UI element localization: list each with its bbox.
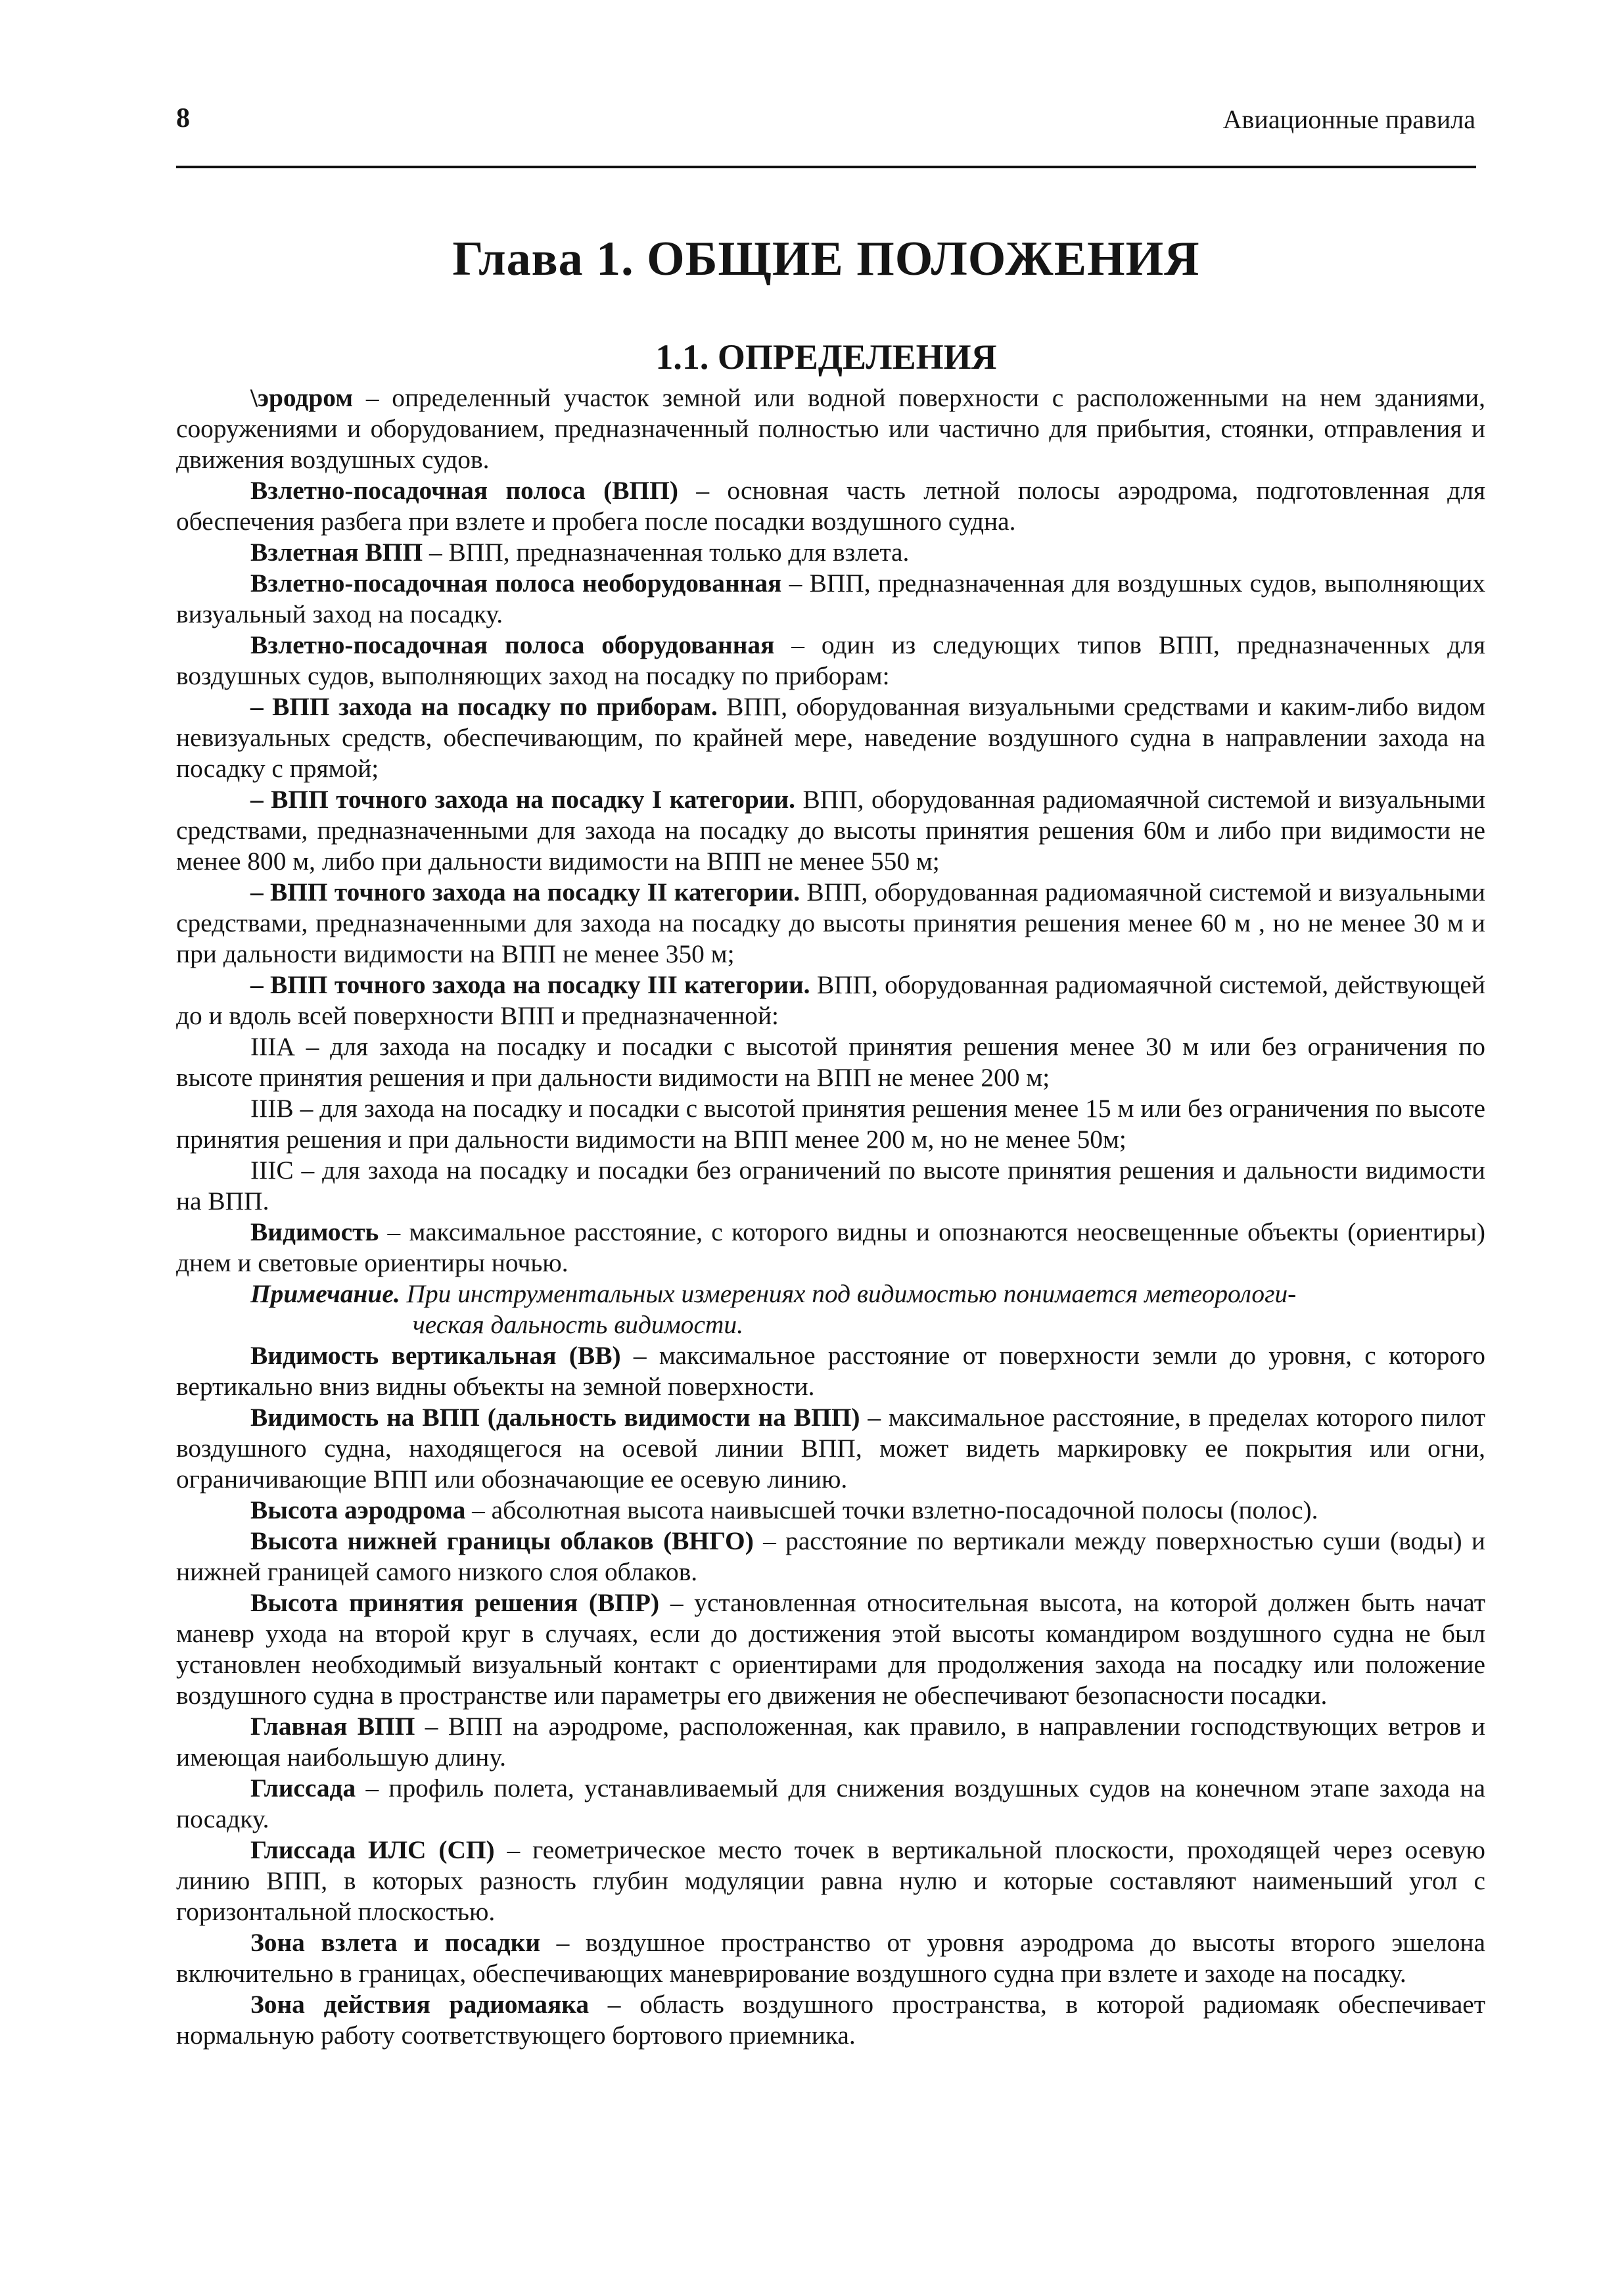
definition-term: Высота нижней границы облаков (ВНГО) (250, 1526, 754, 1555)
page-number: 8 (176, 103, 190, 133)
definition-paragraph (176, 1031, 1485, 1093)
header-rule (176, 166, 1476, 168)
definition-term: Видимость (250, 1217, 379, 1246)
definition-paragraph (176, 1155, 1485, 1217)
note-paragraph (176, 1279, 1485, 1340)
definition-text: – воздушное пространство от уровня аэродрома до высоты второго эшелона включительно в границах, обеспечивающих маневрирование воздушного судна при взлете и заходе на посадку. (176, 1928, 1485, 1988)
definition-text: – максимальное расстояние, в пределах которого пилот воздушного судна, находящегося на осевой линии ВПП, может видеть маркировку ее покрытия или огни, ограничивающие ВПП или обозначающие ее осевую линию. (176, 1403, 1486, 1494)
definition-term: Взлетно-посадочная полоса (ВПП) (250, 476, 678, 505)
running-title: Авиационные правила (1222, 105, 1475, 134)
definition-text: ВПП, оборудованная радиомаячной системой и визуальными средствами, предназначенными для захода на посадку до высоты принятия решения менее 60 м , но не менее 30 м и при дальности видимости на ВПП не менее 350 м; (176, 878, 1485, 968)
definition-text: – профиль полета, устанавливаемый для снижения воздушных судов на конечном этапе захода на посадку. (176, 1774, 1485, 1833)
definition-text: – максимальное расстояние, с которого видны и опознаются неосвещенные объекты (ориентиры) днем и световые ориентиры ночью. (176, 1217, 1485, 1277)
definition-term: Взлетно-посадочная полоса оборудованная (250, 630, 775, 659)
definition-text: ВПП, оборудованная визуальными средствами и каким-либо видом невизуальных средств, обеспечивающим, по крайней мере, наведение воздушного судна в направлении захода на посадку с прямой; (176, 692, 1485, 783)
definition-text: – ВПП, предназначенная только для взлета. (423, 538, 910, 567)
definition-paragraph (176, 1402, 1485, 1495)
definition-term: Зона действия радиомаяка (250, 1990, 590, 2019)
definition-term: – ВПП захода на посадку по приборам. (250, 692, 718, 721)
definition-term: Видимость на ВПП (дальность видимости на ВПП) (250, 1403, 860, 1432)
definition-paragraph (176, 1217, 1485, 1279)
definition-text: – один из следующих типов ВПП, предназначенных для воздушных судов, выполняющих заход на посадку по приборам: (176, 630, 1486, 690)
definition-text: – определенный участок земной или водной поверхности с расположенными на нем зданиями, сооружениями и оборудованием, предназначенный полностью или частично для прибытия, стоянки, отправления и движения воздушных судов. (176, 383, 1485, 474)
definition-text: – максимальное расстояние от поверхности земли до уровня, с которого вертикально вниз видны объекты на земной поверхности. (176, 1341, 1486, 1401)
definition-paragraph (176, 1495, 1485, 1526)
definition-paragraph (176, 1526, 1485, 1588)
definition-term: – ВПП точного захода на посадку I категории. (250, 785, 796, 814)
definition-paragraph (176, 1340, 1485, 1402)
definition-term: Взлетная ВПП (250, 538, 423, 567)
definition-paragraph (176, 1711, 1485, 1773)
definition-paragraph (176, 970, 1485, 1031)
definition-text: – абсолютная высота наивысшей точки взлетно-посадочной полосы (полос). (465, 1495, 1318, 1524)
note-text: При инструментальных измерениях под видимостью понимается метеорологи- (400, 1279, 1297, 1308)
definition-text: IIIС – для захода на посадку и посадки без ограничений по высоте принятия решения и дальности видимости на ВПП. (176, 1156, 1485, 1215)
chapter-title: Глава 1. ОБЩИЕ ПОЛОЖЕНИЯ (452, 232, 1200, 286)
definition-paragraph (176, 1093, 1485, 1155)
definition-paragraph (176, 630, 1485, 692)
definition-term: \эродром (250, 383, 354, 412)
definition-paragraph (176, 568, 1485, 630)
definition-text: IIIВ – для захода на посадку и посадки с высотой принятия решения менее 15 м или без ограничения по высоте принятия решения и при дальности видимости на ВПП менее 200 м, но не менее 50м; (176, 1094, 1485, 1154)
definition-paragraph (176, 692, 1485, 784)
definition-paragraph (176, 1927, 1485, 1989)
definition-paragraph (176, 1835, 1485, 1927)
note-label: Примечание. (250, 1279, 400, 1308)
definition-text: – геометрическое место точек в вертикальной плоскости, проходящей через осевую линию ВПП, в которых разность глубин модуляции равна нулю и которые составляют наименьший угол с горизонтальной плоскостью. (176, 1835, 1485, 1926)
definition-paragraph (176, 383, 1485, 475)
definition-paragraph (176, 1989, 1485, 2051)
definition-term: Высота аэродрома (250, 1495, 466, 1524)
definition-paragraph (176, 877, 1485, 970)
definition-paragraph (176, 784, 1485, 877)
definition-text: ВПП, оборудованная радиомаячной системой и визуальными средствами, предназначенными для захода на посадку до высоты принятия решения 60м и либо при видимости не менее 800 м, либо при дальности видимости на ВПП не менее 550 м; (176, 785, 1485, 876)
section-title: 1.1. ОПРЕДЕЛЕНИЯ (655, 337, 997, 377)
definition-paragraph (176, 1588, 1485, 1711)
definition-term: Зона взлета и посадки (250, 1928, 541, 1957)
definition-term: – ВПП точного захода на посадку III категории. (250, 970, 810, 999)
definition-text: – область воздушного пространства, в которой радиомаяк обеспечивает нормальную работу соответствующего бортового приемника. (176, 1990, 1485, 2050)
definition-paragraph (176, 475, 1485, 537)
definition-term: Главная ВПП (250, 1712, 415, 1741)
definition-term: Высота принятия решения (ВПР) (250, 1588, 660, 1617)
definition-text: – ВПП на аэродроме, расположенная, как правило, в направлении господствующих ветров и имеющая наибольшую длину. (176, 1712, 1485, 1772)
definition-text: – расстояние по вертикали между поверхностью суши (воды) и нижней границей самого низкого слоя облаков. (176, 1526, 1486, 1586)
definition-term: Глиссада (250, 1774, 356, 1802)
definition-term: – ВПП точного захода на посадку II категории. (250, 878, 800, 906)
definition-term: Глиссада ИЛС (СП) (250, 1835, 495, 1864)
definition-paragraph (176, 1773, 1485, 1835)
note-text-continued: ческая дальность видимости. (413, 1310, 743, 1339)
definition-text: – установленная относительная высота, на которой должен быть начат маневр ухода на второй круг в случаях, если до достижения этой высоты командиром воздушного судна не был установлен необходимый визуальный контакт с ориентирами для продолжения захода на посадку или положение воздушного судна в пространстве или параметры его движения не обеспечивают безопасности посадки. (176, 1588, 1485, 1710)
definition-paragraph (176, 537, 1485, 568)
definition-text: IIIА – для захода на посадку и посадки с высотой принятия решения менее 30 м или без ограничения по высоте принятия решения и при дальности видимости на ВПП не менее 200 м; (176, 1032, 1485, 1092)
definition-term: Видимость вертикальная (ВВ) (250, 1341, 621, 1370)
definition-text: – ВПП, предназначенная для воздушных судов, выполняющих визуальный заход на посадку. (176, 569, 1485, 628)
definition-text: – основная часть летной полосы аэродрома, подготовленная для обеспечения разбега при взлете и пробега после посадки воздушного судна. (176, 476, 1485, 536)
definitions-body (176, 383, 1485, 2051)
definition-text: ВПП, оборудованная радиомаячной системой, действующей до и вдоль всей поверхности ВПП и предназначенной: (176, 970, 1485, 1030)
definition-term: Взлетно-посадочная полоса необорудованная (250, 569, 782, 598)
